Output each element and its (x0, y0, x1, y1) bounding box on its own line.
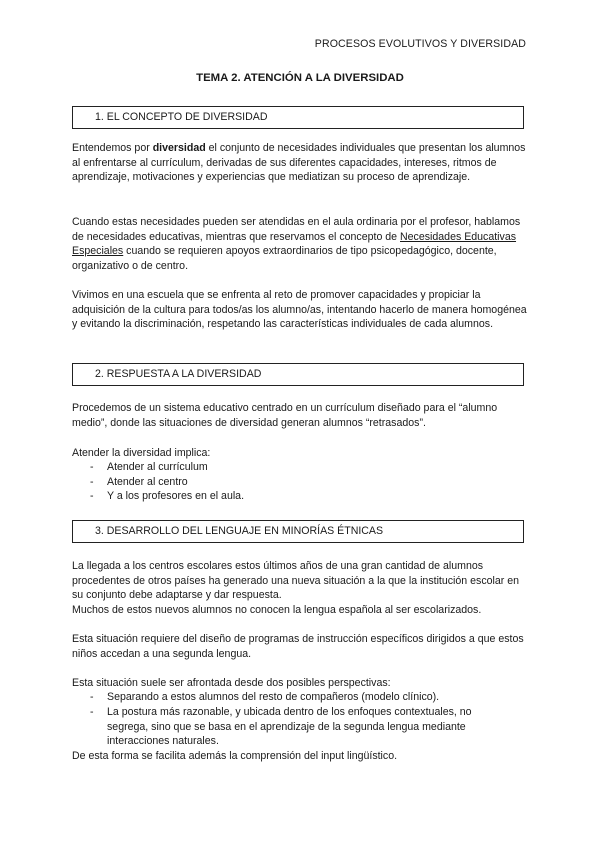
list-item (90, 690, 510, 705)
list-item-text: La postura más razonable, y ubicada dentro de los enfoques contextuales, no segrega, sino que se basa en el aprendizaje de la segunda lengua mediante interacciones naturales. (107, 706, 472, 748)
underlined-term: Necesidades Educativas Especiales (72, 230, 517, 258)
paragraph-llegada: La llegada a los centros escolares estos últimos años de una gran cantidad de alumnos procedentes de otros países ha generado una nueva situación a la que la institución escolar en su conjunto debe adaptarse y dar respuesta. (72, 560, 520, 602)
paragraph-nuevos-alumnos: Muchos de estos nuevos alumnos no conocen la lengua española al ser escolarizados. (72, 604, 482, 616)
list-dash: - (90, 706, 94, 718)
list-dash: - (90, 461, 94, 473)
section-heading-concepto: 1. EL CONCEPTO DE DIVERSIDAD (72, 106, 524, 129)
list-item-text: Atender al currículum (107, 461, 208, 473)
paragraph-text: Cuando estas necesidades pueden ser atendidas en el aula ordinaria por el profesor, hablamos de necesidades educativas, mientras que reservamos el concepto de (72, 216, 521, 243)
paragraph-text: Entendemos por (72, 142, 153, 154)
paragraph-text: el conjunto de necesidades individuales que presentan los alumnos al enfrentarse al currículum, derivadas de sus diferentes capacidades, intereses, ritmos de aprendizaje, motivaciones y experiencias que mediatizan su proceso de aprendizaje. (72, 142, 526, 184)
bold-term: diversidad (152, 142, 206, 154)
paragraph-text: cuando se requieren apoyos extraordinarios de tipo psicopedagógico, docente, organizativo o de centro. (72, 245, 497, 272)
section-heading-lenguaje: 3. DESARROLLO DEL LENGUAJE EN MINORÍAS ÉTNICAS (72, 520, 524, 543)
paragraph-sistema-educativo: Procedemos de un sistema educativo centrado en un currículum diseñado para el “alumno medio”, donde las situaciones de diversidad generan alumnos “retrasados”. (72, 402, 498, 429)
paragraph-definicion (72, 141, 532, 185)
list-item-text: Y a los profesores en el aula. (107, 490, 245, 502)
paragraph-necesidades (72, 215, 532, 273)
list-dash: - (90, 490, 94, 502)
paragraph-perspectivas: Esta situación suele ser afrontada desde dos posibles perspectivas: (72, 677, 391, 689)
section-heading-respuesta: 2. RESPUESTA A LA DIVERSIDAD (72, 363, 524, 386)
list-item-text: Atender al centro (107, 476, 188, 488)
paragraph-implica: Atender la diversidad implica: (72, 447, 211, 459)
list-item (90, 705, 510, 749)
list-dash: - (90, 691, 94, 703)
document-title: TEMA 2. ATENCIÓN A LA DIVERSIDAD (196, 72, 404, 84)
list-item-text: Separando a estos alumnos del resto de compañeros (modelo clínico). (107, 691, 440, 703)
paragraph-escuela: Vivimos en una escuela que se enfrenta al reto de promover capacidades y propiciar la adquisición de la cultura para todos/as los alumno/as, intentando hacerlo de manera homogénea y evitando la discriminación, respetando las características individuales de cada alumnos. (72, 289, 527, 331)
paragraph-programas: Esta situación requiere del diseño de programas de instrucción específicos dirigidos a que estos niños accedan a una segunda lengua. (72, 633, 524, 660)
running-header: PROCESOS EVOLUTIVOS Y DIVERSIDAD (314, 38, 526, 50)
list-dash: - (90, 476, 94, 488)
paragraph-conclusion: De esta forma se facilita además la comprensión del input lingüístico. (72, 750, 398, 762)
